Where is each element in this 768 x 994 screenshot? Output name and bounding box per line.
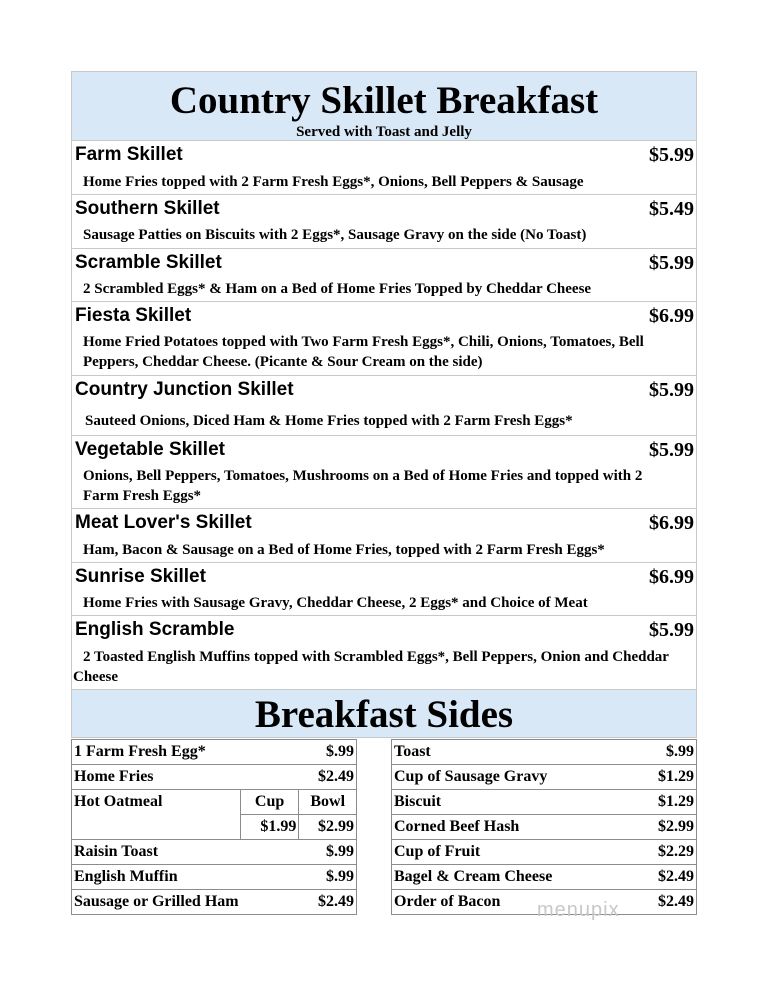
table-row [72, 765, 357, 790]
item-price: $5.99 [649, 439, 694, 461]
table-row [72, 740, 357, 765]
item-description: Home Fried Potatoes topped with Two Farm Fresh Eggs*, Chili, Onions, Tomatoes, Bell Peppers, Cheddar Cheese. (Picante & Sour Cream on the side) [83, 334, 644, 370]
item-name: Fiesta Skillet [75, 305, 192, 326]
table-row [392, 790, 697, 815]
item-description: Sausage Patties on Biscuits with 2 Eggs*, Sausage Gravy on the side (No Toast) [83, 227, 587, 243]
table-row [392, 740, 697, 765]
oatmeal-cup-label: Cup [240, 790, 299, 815]
item-name: Southern Skillet [75, 198, 220, 219]
menu-item-farm-skillet [71, 141, 697, 195]
menu-subtitle: Served with Toast and Jelly [296, 124, 472, 140]
oatmeal-cup-price: $1.99 [240, 815, 299, 840]
table-row [392, 815, 697, 840]
side-price: $.99 [634, 740, 697, 765]
sides-table-right [391, 739, 697, 915]
table-row [392, 840, 697, 865]
sides-title: Breakfast Sides [71, 690, 697, 738]
table-row [72, 865, 357, 890]
item-price: $5.99 [649, 252, 694, 274]
side-name: Cup of Sausage Gravy [392, 765, 634, 790]
side-price: $2.49 [299, 765, 357, 790]
table-row [72, 890, 357, 915]
item-price: $5.99 [649, 619, 694, 641]
item-name: Farm Skillet [75, 144, 183, 165]
table-row [72, 790, 357, 815]
table-row [72, 840, 357, 865]
menu-item-country-junction-skillet [71, 376, 697, 436]
item-name: Country Junction Skillet [75, 379, 294, 400]
item-name: Vegetable Skillet [75, 439, 225, 460]
menu-item-meat-lovers-skillet [71, 509, 697, 563]
item-description: Sauteed Onions, Diced Ham & Home Fries topped with 2 Farm Fresh Eggs* [85, 413, 573, 429]
menu-item-sunrise-skillet [71, 563, 697, 616]
side-price: $1.29 [634, 790, 697, 815]
side-name: Raisin Toast [72, 840, 299, 865]
side-name: Biscuit [392, 790, 634, 815]
item-name: English Scramble [75, 619, 235, 640]
side-price: $2.49 [634, 890, 697, 915]
item-price: $5.99 [649, 144, 694, 166]
item-description: Home Fries with Sausage Gravy, Cheddar Cheese, 2 Eggs* and Choice of Meat [83, 595, 588, 611]
side-name: English Muffin [72, 865, 299, 890]
breakfast-menu [71, 71, 697, 738]
item-price: $6.99 [649, 566, 694, 588]
side-name: Toast [392, 740, 634, 765]
item-description: Home Fries topped with 2 Farm Fresh Eggs*, Onions, Bell Peppers & Sausage [83, 174, 584, 190]
item-price: $6.99 [649, 512, 694, 534]
oatmeal-bowl-label: Bowl [299, 790, 357, 815]
menu-item-fiesta-skillet [71, 302, 697, 376]
side-price: $2.49 [299, 890, 357, 915]
side-price: $.99 [299, 840, 357, 865]
item-price: $5.99 [649, 379, 694, 401]
side-price: $1.29 [634, 765, 697, 790]
side-price: $.99 [299, 740, 357, 765]
side-name: Cup of Fruit [392, 840, 634, 865]
menu-item-english-scramble [71, 616, 697, 690]
item-price: $5.49 [649, 198, 694, 220]
side-name: Order of Bacon [392, 890, 634, 915]
side-name: Bagel & Cream Cheese [392, 865, 634, 890]
side-price: $2.99 [634, 815, 697, 840]
table-row [392, 765, 697, 790]
item-name: Scramble Skillet [75, 252, 222, 273]
menu-header [71, 71, 697, 141]
item-description: 2 Scrambled Eggs* & Ham on a Bed of Home Fries Topped by Cheddar Cheese [83, 281, 592, 297]
side-name: Sausage or Grilled Ham [72, 890, 299, 915]
side-price: $2.49 [634, 865, 697, 890]
item-name: Meat Lover's Skillet [75, 512, 252, 533]
item-description: 2 Toasted English Muffins topped with Scrambled Eggs*, Bell Peppers, Onion and Cheddar Cheese [73, 649, 669, 685]
item-description: Onions, Bell Peppers, Tomatoes, Mushrooms on a Bed of Home Fries and topped with 2 Farm Fresh Eggs* [83, 468, 643, 504]
side-name: Hot Oatmeal [72, 790, 241, 840]
menu-title: Country Skillet Breakfast [169, 79, 599, 122]
watermark-logo: menupix [537, 899, 620, 921]
item-name: Sunrise Skillet [75, 566, 206, 587]
item-price: $6.99 [649, 305, 694, 327]
side-name: Home Fries [72, 765, 299, 790]
sides-table-left [71, 739, 357, 915]
menu-item-scramble-skillet [71, 249, 697, 302]
oatmeal-bowl-price: $2.99 [299, 815, 357, 840]
side-price: $2.29 [634, 840, 697, 865]
menu-item-southern-skillet [71, 195, 697, 249]
side-name: 1 Farm Fresh Egg* [72, 740, 299, 765]
side-name: Corned Beef Hash [392, 815, 634, 840]
menu-item-vegetable-skillet [71, 436, 697, 509]
item-description: Ham, Bacon & Sausage on a Bed of Home Fries, topped with 2 Farm Fresh Eggs* [83, 542, 605, 558]
table-row [392, 865, 697, 890]
side-price: $.99 [299, 865, 357, 890]
